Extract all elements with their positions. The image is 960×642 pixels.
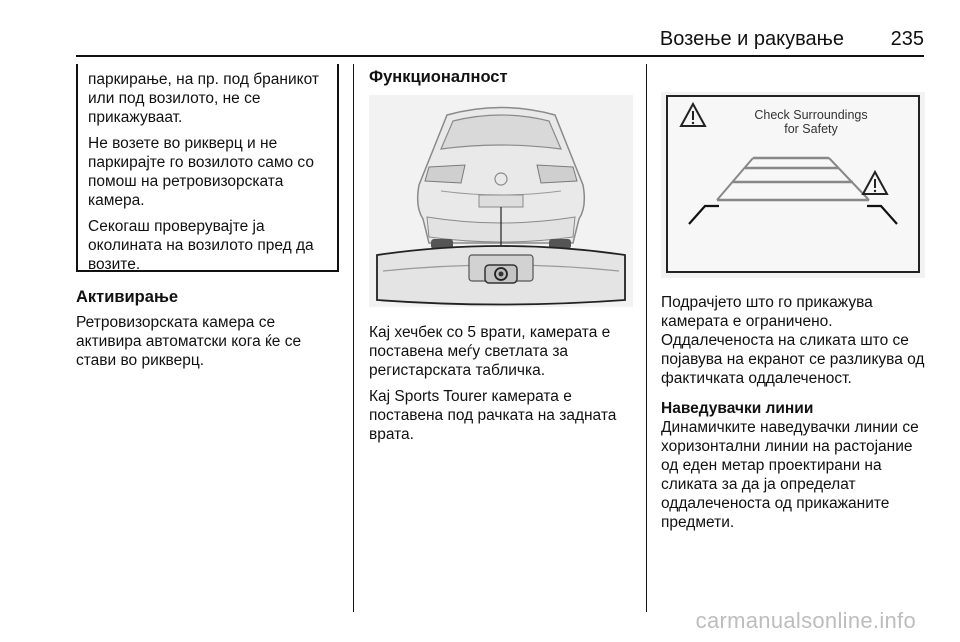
guidelines-paragraph: Динамичките наведувачки линии се хоризонтални линии на растојание од еден метар проектирани на сликата за да ја определат оддалеченоста од прикажаните предмети. [661,419,919,531]
warning-box [76,64,339,272]
camera-display-illustration [661,92,925,278]
screen-message-line2: for Safety [784,122,838,136]
functionality-heading: Функционалност [369,68,508,86]
header-rule [76,55,924,57]
functionality-paragraph: Кај Sports Tourer камерата е поставена под рачката на задната врата. [369,388,617,443]
column-divider-left [353,64,354,612]
screen-message [721,108,901,136]
rear-camera-car-illustration [369,95,633,307]
display-paragraph: Подрачјето што го прикажува камерата е ограничено. Оддалеченоста на сликата што се појавува на екранот се разликува од фактичката оддалеченост. [661,294,925,387]
warning-paragraph: Не возете во рикверц и не паркирајте го возилото само со помош на ретровизорската камера. [88,135,314,209]
screen-message-line1: Check Surroundings [754,108,868,122]
activation-heading: Активирање [76,288,179,306]
functionality-paragraph: Кај хечбек со 5 врати, камерата е поставена меѓу светлата за регистарската табличка. [369,324,611,379]
page-header [76,28,924,50]
page-title: Возење и ракување [659,28,844,50]
warning-paragraph: Секогаш проверувајте ја околината на возилото пред да возите. [88,218,314,273]
column-divider-right [646,64,647,612]
watermark: carmanualsonline.info [695,608,916,633]
guidelines-text [661,418,927,539]
activation-text [76,313,338,377]
display-text [661,293,927,395]
page-number: 235 [890,28,924,50]
warning-paragraph: паркирање, на пр. под браникот или под возилото, не се прикажуваат. [88,71,319,126]
guidelines-heading: Наведувачки линии [661,400,814,417]
functionality-text [369,323,635,451]
activation-paragraph: Ретровизорската камера се активира автоматски кога ќе се стави во рикверц. [76,314,302,369]
